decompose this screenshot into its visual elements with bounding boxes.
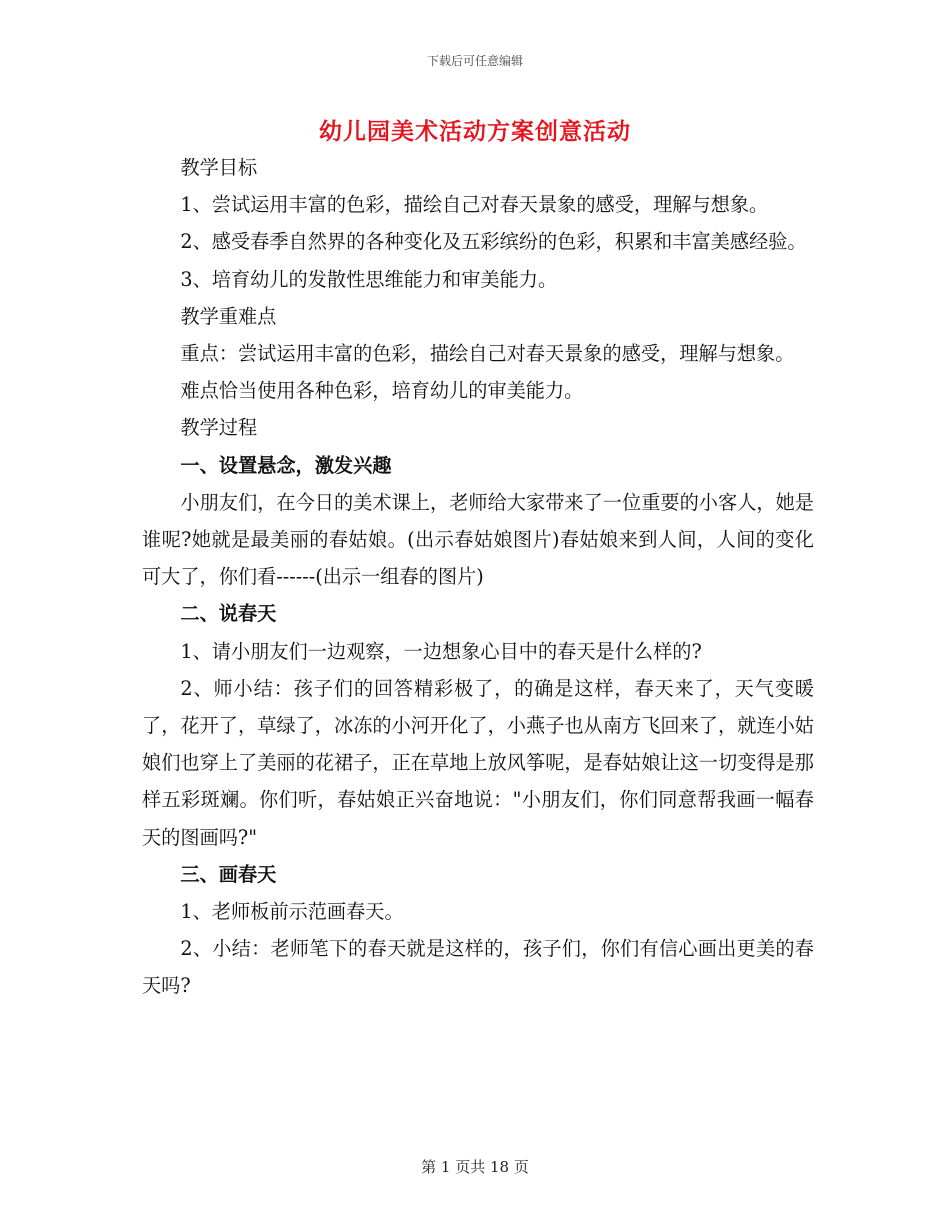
document-title: 幼儿园美术活动方案创意活动: [319, 118, 631, 145]
page-number: 第 1 页共 18 页: [421, 1158, 529, 1176]
objective-1: 1、尝试运用丰富的色彩，描绘自己对春天景象的感受，理解与想象。: [180, 193, 769, 217]
objective-2: 2、感受春季自然界的各种变化及五彩缤纷的色彩，积累和丰富美感经验。: [180, 230, 807, 254]
objective-3: 3、培育幼儿的发散性思维能力和审美能力。: [180, 267, 558, 291]
section-heading-process: 教学过程: [180, 416, 258, 440]
step-3-item-1: 1、老师板前示范画春天。: [180, 900, 404, 924]
step-heading-2: 二、说春天: [180, 602, 277, 626]
step-2-item-2: 2、师小结：孩子们的回答精彩极了，的确是这样，春天来了，天气变暖了，花开了，草绿了，冰冻的小河开化了，小燕子也从南方飞回来了，就连小姑娘们也穿上了美丽的花裙子，正在草地上放风筝呢，是春姑娘让这一切变得是那样五彩斑斓。你们听，春姑娘正兴奋地说："小朋友们，你们同意帮我画一幅春天的图画吗?": [142, 676, 814, 849]
key-point: 重点：尝试运用丰富的色彩，描绘自己对春天景象的感受，理解与想象。: [180, 342, 795, 366]
page-header-note: 下载后可任意编辑: [426, 54, 523, 68]
step-heading-3: 三、画春天: [180, 862, 277, 886]
section-heading-key-points: 教学重难点: [180, 304, 277, 328]
step-2-item-1: 1、请小朋友们一边观察，一边想象心目中的春天是什么样的?: [180, 639, 702, 663]
document-body: [142, 149, 814, 1005]
section-heading-objectives: 教学目标: [180, 156, 258, 179]
step-3-item-2: 2、小结：老师笔下的春天就是这样的，孩子们，你们有信心画出更美的春天吗?: [142, 937, 814, 998]
step-1-paragraph: 小朋友们，在今日的美术课上，老师给大家带来了一位重要的小客人，她是谁呢?她就是最美丽的春姑娘。(出示春姑娘图片)春姑娘来到人间，人间的变化可大了，你们看------(出示一组春的图片): [142, 490, 814, 589]
step-heading-1: 一、设置悬念，激发兴趣: [180, 453, 392, 477]
difficult-point: 难点恰当使用各种色彩，培育幼儿的审美能力。: [180, 379, 584, 403]
